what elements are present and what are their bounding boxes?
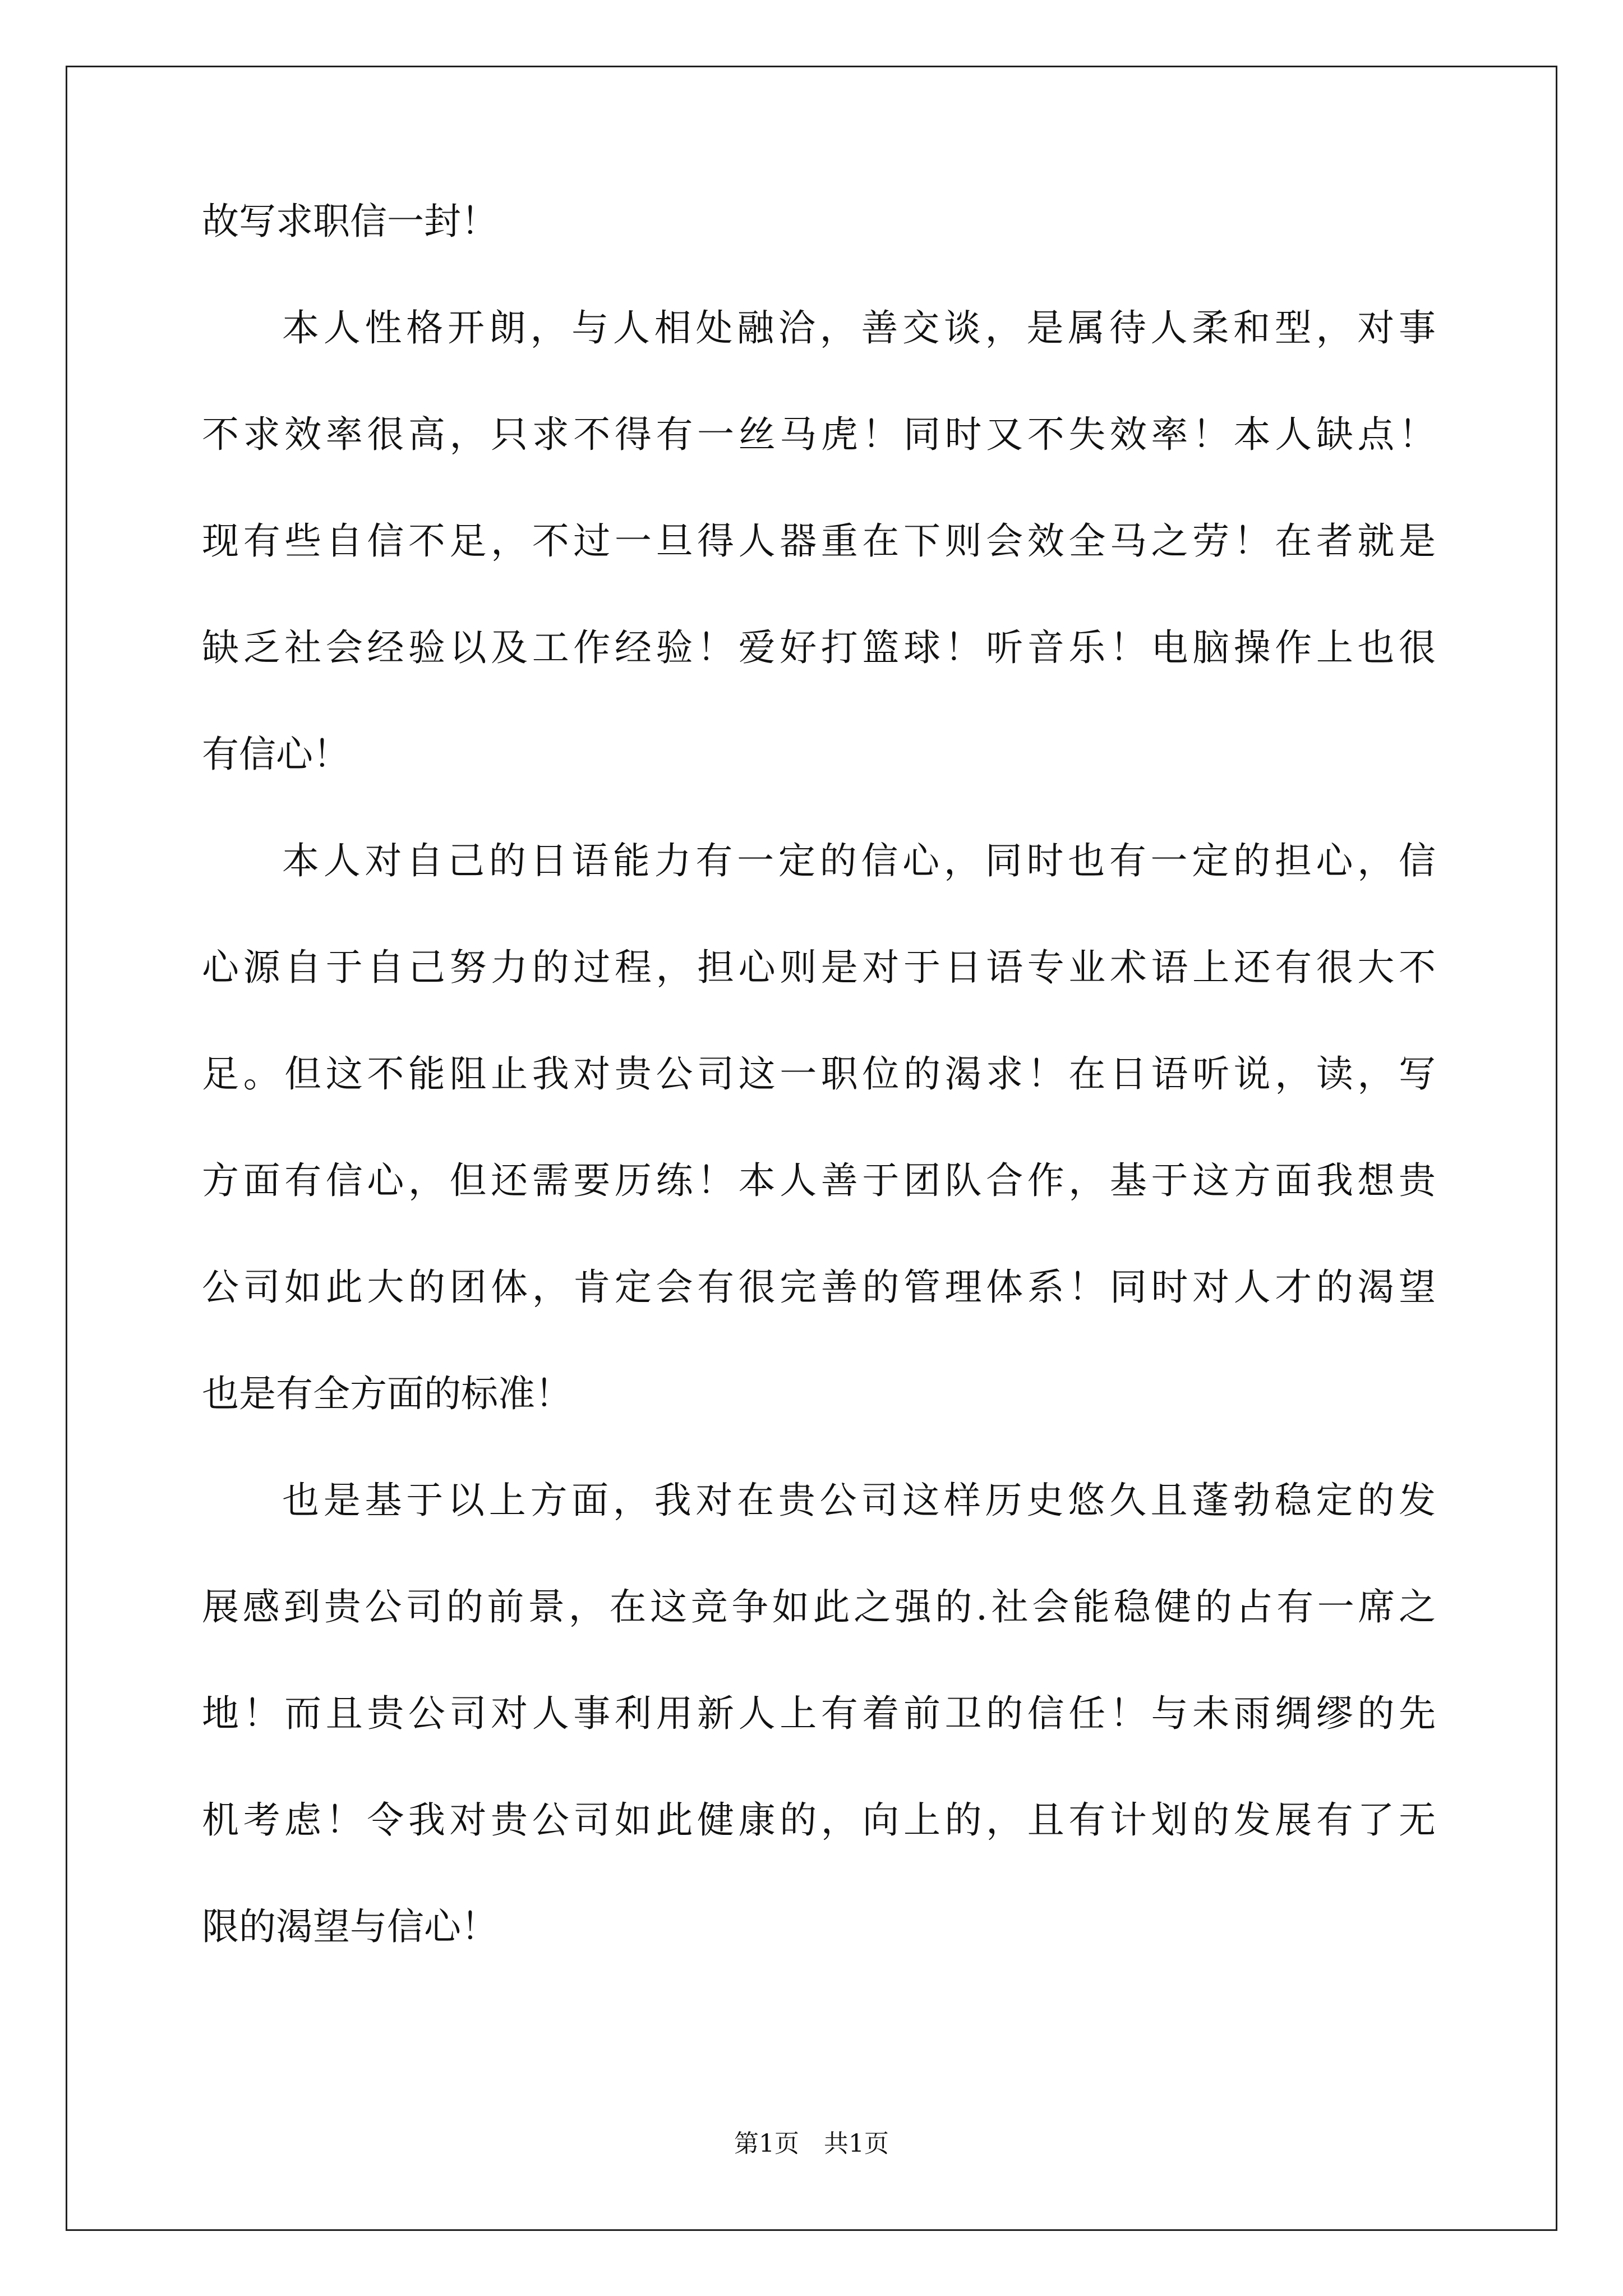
text-line: 方面有信心，但还需要历练！本人善于团队合作，基于这方面我想贵 (202, 1159, 1436, 1202)
text-line: 本人对自己的日语能力有一定的信心，同时也有一定的担心，信 (282, 839, 1436, 882)
text-line: 机考虑！令我对贵公司如此健康的，向上的，且有计划的发展有了无 (202, 1798, 1436, 1842)
text-line: 足。但这不能阻止我对贵公司这一职位的渴求！在日语听说，读，写 (202, 1052, 1436, 1096)
text-line: 公司如此大的团体，肯定会有很完善的管理体系！同时对人才的渴望 (202, 1266, 1436, 1309)
text-line: 有信心！ (202, 733, 350, 776)
text-line: 限的渴望与信心！ (202, 1905, 498, 1948)
text-line: 心源自于自己努力的过程，担心则是对于日语专业术语上还有很大不 (202, 946, 1436, 989)
text-line: 展感到贵公司的前景，在这竞争如此之强的.社会能稳健的占有一席之 (202, 1585, 1436, 1628)
text-line: 现有些自信不足，不过一旦得人器重在下则会效全马之劳！在者就是 (202, 519, 1436, 563)
text-line: 本人性格开朗，与人相处融洽，善交谈，是属待人柔和型，对事 (282, 306, 1436, 349)
text-line: 也是基于以上方面，我对在贵公司这样历史悠久且蓬勃稳定的发 (282, 1479, 1436, 1522)
text-line: 故写求职信一封！ (202, 200, 498, 243)
text-line: 也是有全方面的标准！ (202, 1372, 572, 1415)
text-line: 不求效率很高，只求不得有一丝马虎！同时又不失效率！本人缺点！ (202, 413, 1436, 456)
page-number-footer: 第1页 共1页 (734, 2129, 889, 2158)
text-line: 缺乏社会经验以及工作经验！爱好打篮球！听音乐！电脑操作上也很 (202, 626, 1436, 669)
text-line: 地！而且贵公司对人事利用新人上有着前卫的信任！与未雨绸缪的先 (202, 1692, 1436, 1735)
